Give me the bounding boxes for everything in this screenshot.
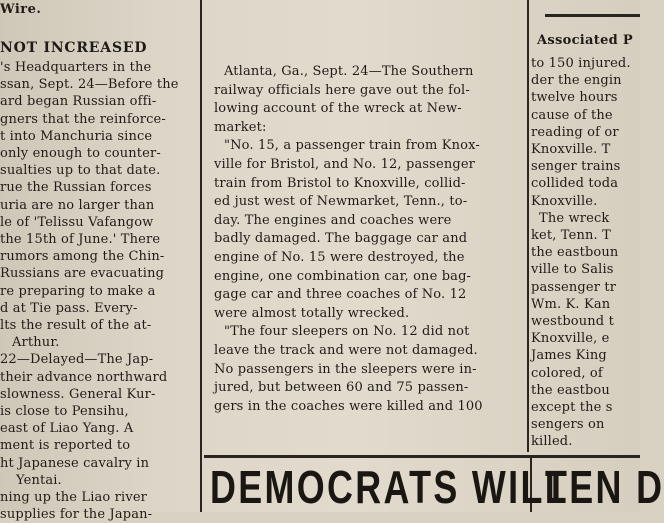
text-line: only enough to counter- [0,146,161,161]
text-line: rue the Russian forces [0,180,152,196]
text-line: gners that the reinforce- [0,111,166,127]
text-line: leave the track and were not damaged. [214,343,478,358]
text-line: der the engin [531,73,622,89]
headline-rule [204,455,640,458]
text-line: Knoxville. T [531,142,611,157]
text-line: engine, one combination car, one bag- [214,268,472,284]
text-line: supplies for the Japan- [0,507,153,523]
text-line: rumors among the Chin- [0,249,165,265]
text-line: Knoxville, e [531,331,610,347]
column-rule-right [527,0,529,452]
text-line: engine of No. 15 were destroyed, the [214,250,465,265]
text-line: le of 'Telissu Vafangow [0,214,154,230]
text-line: No passengers in the sleepers were in- [214,361,477,377]
text-line: ed just west of Newmarket, Tenn., to- [214,194,468,210]
headline-democrats: DEMOCRATS WILL [210,461,569,513]
text-line: lts the result of the at- [0,318,152,333]
text-line: d at Tie pass. Every- [0,300,138,316]
text-line: ment is reported to [0,438,131,454]
text-line: the eastbou [531,382,610,398]
masthead-left-fragment: Wire. [0,2,42,17]
column-rule-left [200,0,202,512]
text-line: badly damaged. The baggage car and [214,231,468,247]
text-line: ville to Salis [531,262,614,278]
text-line: Arthur. [12,335,60,351]
text-line: re preparing to make a [0,283,156,299]
left-column-heading: NOT INCREASED [0,40,148,56]
text-line: ard began Russian offi- [0,94,157,110]
text-line: t into Manchuria since [0,128,153,144]
text-line: reading of or [531,124,619,140]
text-line: James King [531,348,607,364]
text-line: market: [214,119,267,135]
text-line: is close to Pensihu, [0,404,129,419]
text-line: ht Japanese cavalry in [0,455,150,471]
text-line: passenger tr [531,279,617,295]
text-line: slowness. General Kur- [0,386,156,402]
text-line: ssan, Sept. 24—Before the [0,77,179,93]
text-line: Atlanta, Ga., Sept. 24—The Southern [224,64,474,79]
text-line: the eastboun [531,245,619,261]
text-line: gage car and three coaches of No. 12 [214,287,467,303]
text-line: cause of the [531,107,613,123]
text-line: jured, but between 60 and 75 passen- [214,380,469,396]
text-line: lowing account of the wreck at New- [214,101,462,117]
masthead-right-fragment: Associated P [537,33,633,48]
text-line: 's Headquarters in the [0,60,152,75]
text-line: ning up the Liao river [0,490,148,505]
text-line: the 15th of June.' There [0,232,161,247]
text-line: to 150 injured. [531,56,631,71]
text-line: train from Bristol to Knoxville, collid- [214,175,466,191]
middle-column [204,0,526,452]
text-line: ville for Bristol, and No. 12, passenger [214,157,476,172]
text-line: killed. [531,434,573,450]
text-line: their advance northward [0,369,168,385]
text-line: were almost totally wrecked. [214,305,410,321]
text-line: colored, of [531,365,603,381]
headline-ten: TEN D [545,461,664,513]
text-line: sualties up to that date. [0,163,161,179]
text-line: twelve hours [531,90,618,106]
text-line: uria are no larger than [0,197,155,213]
text-line: day. The engines and coaches were [214,212,452,228]
text-line: senger trains [531,159,621,175]
text-line: gers in the coaches were killed and 100 [214,398,483,414]
text-line: "No. 15, a passenger train from Knox- [224,138,480,154]
text-line: sengers on [531,417,605,433]
left-column [0,0,198,523]
text-line: except the s [531,400,613,415]
text-line: ket, Tenn. T [531,228,611,243]
text-line: Yentai. [16,472,62,488]
text-line: 22—Delayed—The Jap- [0,352,154,368]
text-line: "The four sleepers on No. 12 did not [224,324,470,340]
text-line: westbound t [531,314,614,329]
text-line: Russians are evacuating [0,266,165,282]
text-line: Wm. K. Kan [531,296,611,312]
right-column [531,0,640,452]
text-line: east of Liao Yang. A [0,421,134,437]
text-line: Knoxville. [531,193,598,209]
text-line: The wreck [539,210,610,226]
text-line: railway officials here gave out the fol- [214,82,470,98]
text-line: collided toda [531,176,619,192]
